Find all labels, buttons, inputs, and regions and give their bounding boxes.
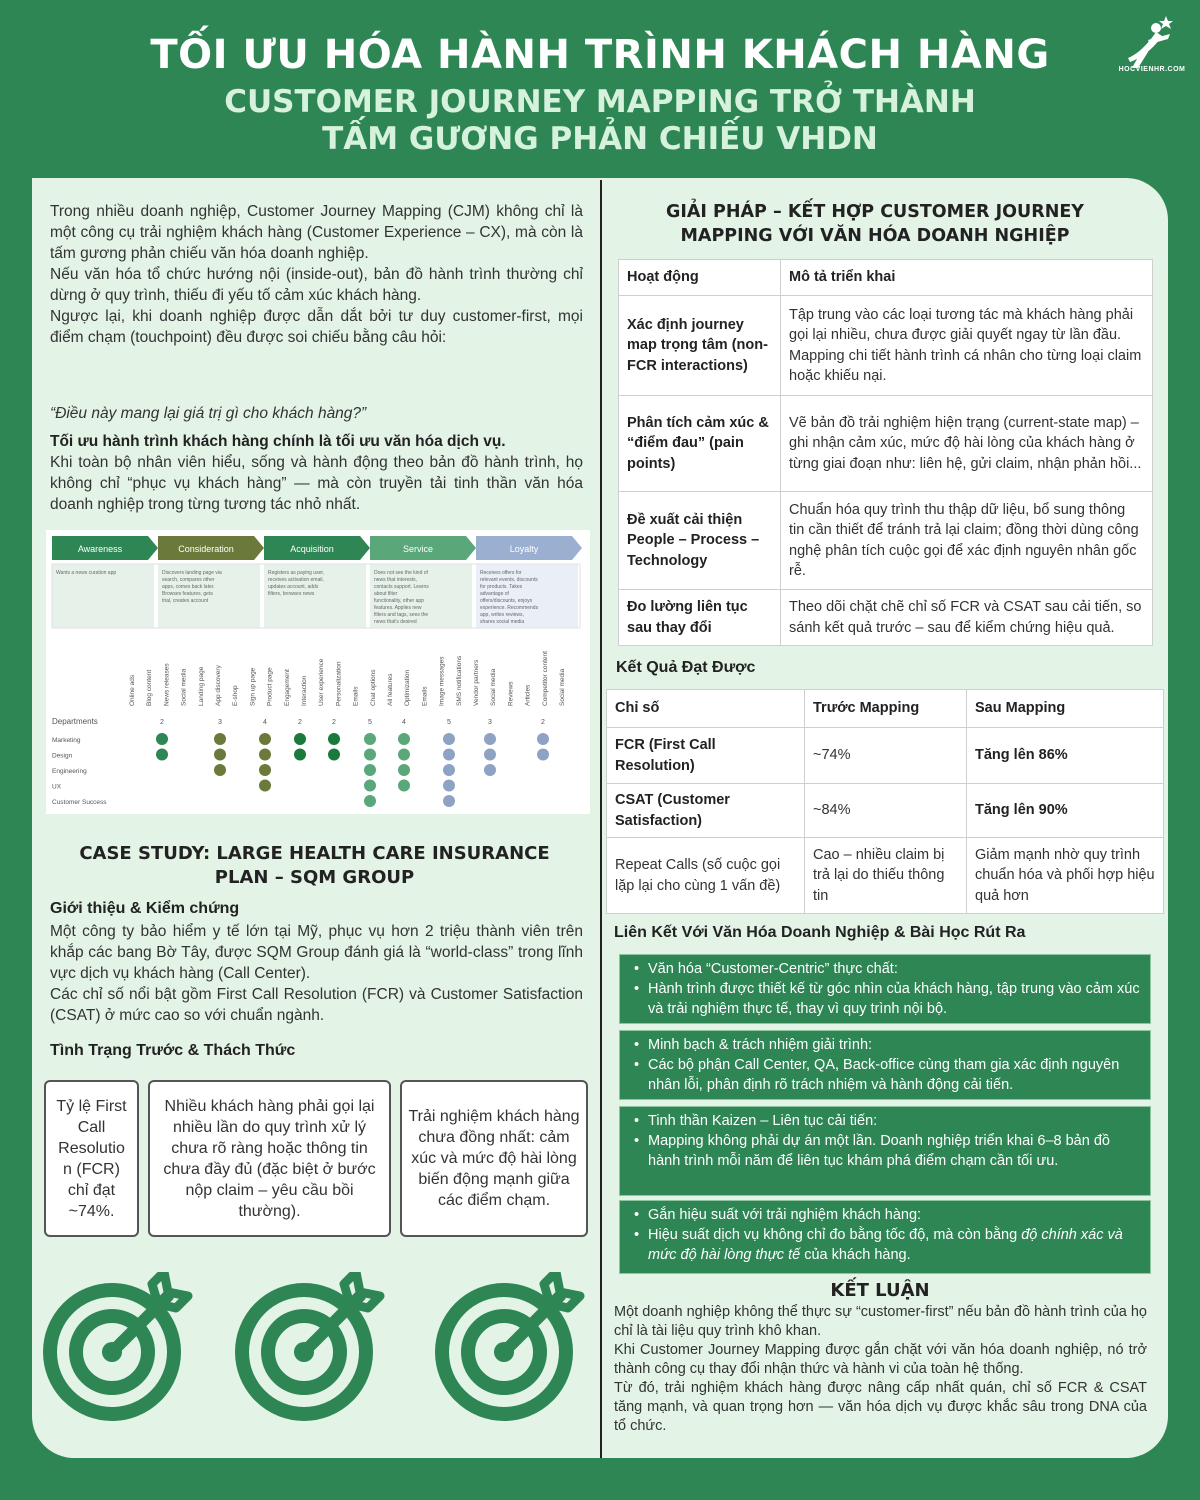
- touchpoint-label: Emails: [352, 686, 360, 706]
- table-row: [607, 728, 1164, 784]
- touchpoint-dot: [364, 795, 376, 807]
- touchpoint-dot: [484, 749, 496, 761]
- conclusion-paragraph-3: Từ đó, trải nghiệm khách hàng được nâng cấp nhất quán, chỉ số FCR & CSAT tăng mạnh, và quan trọng hơn — văn hóa dịch vụ được khắc sâu trong DNA của tổ chức.: [614, 1380, 1147, 1434]
- touchpoint-dot: [259, 764, 271, 776]
- touchpoint-label: Competitor content: [541, 651, 549, 706]
- touchpoint-label: E-shop: [232, 685, 240, 706]
- description-cell: Theo dõi chặt chẽ chỉ số FCR và CSAT sau cải tiến, so sánh kết quả trước – sau để kiểm chứng hiệu quả.: [781, 590, 1153, 646]
- department-count: 5: [368, 719, 372, 726]
- culture-body: • Mapping không phải dự án một lần. Doanh nghiệp triển khai 6–8 bản đồ hành trình mỗi năm để liên tục khám phá điểm chạm cần tối ưu.: [630, 1131, 1140, 1171]
- touchpoint-label: Sign up page: [249, 667, 257, 706]
- touchpoint-dot: [364, 780, 376, 792]
- solution-table: [618, 259, 1153, 646]
- department-count: 3: [488, 719, 492, 726]
- touchpoint-dot: [443, 764, 455, 776]
- touchpoint-label: Landing page: [197, 666, 205, 706]
- touchpoint-dot: [443, 795, 455, 807]
- stage-note-text: advantage of: [480, 591, 509, 597]
- touchpoint-dot: [328, 733, 340, 745]
- stage-note-text: relevant events, discounts: [480, 577, 538, 583]
- touchpoint-dot: [328, 749, 340, 761]
- touchpoint-label: Personalization: [335, 661, 343, 706]
- touchpoint-dot: [156, 749, 168, 761]
- activity-cell: Xác định journey map trọng tâm (non-FCR interactions): [619, 296, 781, 396]
- touchpoint-dot: [294, 733, 306, 745]
- touchpoint-dot: [364, 749, 376, 761]
- touchpoint-dot: [443, 749, 455, 761]
- stage-note-text: Registers as paying user,: [268, 570, 325, 576]
- department-count: 4: [402, 719, 406, 726]
- stage-note-text: for products. Takes: [480, 584, 523, 590]
- stage-note-text: about filter: [374, 591, 398, 597]
- department-label: Marketing: [52, 737, 81, 744]
- table-header-row: [607, 690, 1164, 728]
- conclusion-text: [614, 1303, 1147, 1436]
- department-count: 5: [447, 719, 451, 726]
- table-header-cell: Chỉ số: [607, 690, 805, 728]
- touchpoint-dot: [364, 733, 376, 745]
- intro-paragraph-4: Khi toàn bộ nhân viên hiểu, sống và hành động theo bản đồ hành trình, họ không chỉ “phục vụ khách hàng” — mà còn truyền tải tinh thần văn hóa doanh nghiệp trong từng tương tác nhỏ nhất.: [50, 454, 583, 513]
- conclusion-title: KẾT LUẬN: [830, 1280, 930, 1301]
- stage-note-text: shares social media: [480, 619, 525, 625]
- department-count: 2: [160, 719, 164, 726]
- page-subtitle: CUSTOMER JOURNEY MAPPING TRỞ THÀNH TẤM GƯƠNG PHẢN CHIẾU VHDN: [224, 84, 976, 157]
- conclusion-paragraph-2: Khi Customer Journey Mapping được gắn chặt với văn hóa doanh nghiệp, nó trở thành công cụ thay đổi nhận thức và hành vi của toàn hệ thống.: [614, 1342, 1147, 1377]
- department-count: 4: [263, 719, 267, 726]
- stage-label: Service: [402, 544, 434, 554]
- cjm-svg: [46, 530, 590, 814]
- stage-note-text: Discovers landing page via: [162, 570, 222, 576]
- stage-note-text: offers/discounts, enjoys: [480, 598, 533, 604]
- header: [0, 0, 1200, 175]
- case-intro-paragraph-1: Một công ty bảo hiểm y tế lớn tại Mỹ, phục vụ hơn 2 triệu thành viên trên khắp các bang Bờ Tây, được SQM Group đánh giá là “world-class” trong lĩnh vực dịch vụ khách hàng (Call Center).: [50, 923, 583, 982]
- after-cell: Tăng lên 90%: [967, 784, 1164, 838]
- touchpoint-dot: [294, 749, 306, 761]
- touchpoint-label: Social media: [559, 668, 566, 706]
- activity-cell: Phân tích cảm xúc & “điểm đau” (pain points): [619, 396, 781, 492]
- culture-head: • Minh bạch & trách nhiệm giải trình:: [630, 1035, 1140, 1055]
- touchpoint-label: Emails: [421, 686, 429, 706]
- table-header-cell: Hoạt động: [619, 260, 781, 296]
- department-label: Engineering: [52, 768, 87, 775]
- touchpoint-dot: [398, 749, 410, 761]
- customer-journey-map-image: [46, 530, 590, 814]
- case-intro-text: [50, 921, 583, 1026]
- stage-note-text: experience. Recommends: [480, 605, 539, 611]
- before-cell: ~74%: [805, 728, 967, 784]
- stage-note-text: functionality, other app: [374, 598, 424, 604]
- column-divider: [600, 180, 602, 1458]
- touchpoint-dot: [443, 780, 455, 792]
- touchpoint-dot: [443, 733, 455, 745]
- metric-cell: CSAT (Customer Satisfaction): [607, 784, 805, 838]
- touchpoint-label: Blog content: [146, 669, 154, 706]
- challenge-box-2: Nhiều khách hàng phải gọi lại nhiều lần do quy trình xử lý chưa rõ ràng hoặc thông tin chưa đầy đủ (đặc biệt ở bước nộp claim – yêu cầu bồi thường).: [148, 1080, 391, 1237]
- page-title: TỐI ƯU HÓA HÀNH TRÌNH KHÁCH HÀNG: [150, 32, 1050, 78]
- stage-note-text: search, compares other: [162, 577, 215, 583]
- activity-cell: Đo lường liên tục sau thay đổi: [619, 590, 781, 646]
- table-row: [619, 296, 1153, 396]
- table-header-cell: Mô tả triển khai: [781, 260, 1153, 296]
- case-intro-paragraph-2: Các chỉ số nổi bật gồm First Call Resolution (FCR) và Customer Satisfaction (CSAT) ở mức cao so với chuẩn ngành.: [50, 986, 583, 1024]
- touchpoint-dot: [484, 764, 496, 776]
- touchpoint-label: Articles: [524, 684, 532, 706]
- table-row: [619, 492, 1153, 590]
- department-count: 2: [541, 719, 545, 726]
- department-label: Design: [52, 752, 73, 760]
- before-cell: Cao – nhiều claim bị trả lại do thiếu thông tin: [805, 838, 967, 914]
- target-arrow-icon: [432, 1272, 592, 1422]
- stage-label: Awareness: [77, 544, 123, 554]
- stage-note-text: updates account, adds: [268, 584, 319, 590]
- logo-text: HOCVIENHR.COM: [1118, 66, 1186, 73]
- case-intro-heading: Giới thiệu & Kiểm chứng: [50, 900, 240, 917]
- touchpoint-label: All features: [387, 673, 394, 706]
- touchpoint-dot: [484, 733, 496, 745]
- touchpoint-label: Vendor partners: [473, 659, 480, 706]
- solution-title: GIẢI PHÁP – KẾT HỢP CUSTOMER JOURNEY MAPPING VỚI VĂN HÓA DOANH NGHIỆP: [666, 202, 1084, 246]
- touchpoint-dot: [537, 733, 549, 745]
- table-header-row: [619, 260, 1153, 296]
- stage-note-text: receives activation email,: [268, 577, 324, 583]
- intro-paragraph-2: Nếu văn hóa tổ chức hướng nội (inside-out), bản đồ hành trình thường chỉ dừng ở quy trình, thiếu đi yếu tố cảm xúc khách hàng.: [50, 266, 583, 304]
- touchpoint-label: Reviews: [507, 681, 515, 706]
- results-table: [606, 689, 1164, 914]
- stage-note-text: Does not see the kind of: [374, 570, 428, 576]
- touchpoint-dot: [214, 733, 226, 745]
- stage-note-text: news that interests,: [374, 577, 418, 583]
- stage-note-text: filters, browses news: [268, 591, 315, 597]
- intro-paragraph-3: Ngược lại, khi doanh nghiệp được dẫn dắt bởi tư duy customer-first, mọi điểm chạm (touchpoint) đều được soi chiếu bằng câu hỏi:: [50, 308, 583, 346]
- department-label: Customer Success: [52, 799, 107, 806]
- intro-bold-statement: Tối ưu hành trình khách hàng chính là tối ưu văn hóa dịch vụ.: [50, 433, 506, 450]
- touchpoint-label: Image messages: [438, 656, 446, 706]
- stage-note-text: filters and tags, sees the: [374, 612, 429, 618]
- stage-note-text: features. Applies new: [374, 605, 422, 611]
- target-arrow-icon: [40, 1272, 200, 1422]
- target-arrow-icon: [232, 1272, 392, 1422]
- results-title: Kết Quả Đạt Được: [616, 659, 756, 676]
- touchpoint-dot: [214, 764, 226, 776]
- intro-paragraph-1: Trong nhiều doanh nghiệp, Customer Journey Mapping (CJM) không chỉ là một công cụ trải nghiệm khách hàng (Customer Experience – CX), mà còn là tấm gương phản chiếu văn hóa doanh nghiệp.: [50, 203, 583, 262]
- touchpoint-dot: [398, 764, 410, 776]
- touchpoint-label: News releases: [163, 663, 171, 706]
- stage-note-text: news that's desired: [374, 619, 417, 625]
- after-cell: Tăng lên 86%: [967, 728, 1164, 784]
- touchpoint-label: Engagement: [283, 669, 291, 706]
- culture-head: • Gắn hiệu suất với trải nghiệm khách hàng:: [630, 1205, 1140, 1225]
- touchpoint-dot: [259, 780, 271, 792]
- department-label: UX: [52, 783, 62, 791]
- culture-head: • Văn hóa “Customer-Centric” thực chất:: [630, 959, 1140, 979]
- stage-note-text: trial, creates account: [162, 598, 209, 604]
- stage-note-text: Receives offers for: [480, 570, 522, 576]
- stage-label: Loyalty: [509, 544, 539, 554]
- metric-cell: Repeat Calls (số cuộc gọi lặp lại cho cùng 1 vấn đề): [607, 838, 805, 914]
- challenge-box-1: Tỷ lệ First Call Resolutio n (FCR) chỉ đạt ~74%.: [44, 1080, 139, 1237]
- table-row: [619, 590, 1153, 646]
- touchpoint-dot: [398, 780, 410, 792]
- table-header-cell: Sau Mapping: [967, 690, 1164, 728]
- department-count: 3: [218, 719, 222, 726]
- description-cell: Tập trung vào các loại tương tác mà khách hàng phải gọi lại nhiều, chưa được giải quyết ngay từ lần đầu. Mapping chi tiết hành trình cá nhân cho từng loại claim hoặc khiếu nại.: [781, 296, 1153, 396]
- stage-label: Consideration: [178, 544, 234, 554]
- stage-note-text: Wants a news curation app: [56, 570, 117, 576]
- touchpoint-label: Social media: [490, 668, 498, 706]
- stage-note-text: app, writes reviews,: [480, 612, 524, 618]
- stage-label: Acquisition: [290, 544, 334, 554]
- case-study-title: CASE STUDY: LARGE HEALTH CARE INSURANCE PLAN – SQM GROUP: [79, 843, 550, 888]
- stage-note-text: apps, comes back later.: [162, 584, 215, 590]
- touchpoint-label: Interaction: [301, 675, 308, 706]
- culture-body: • Hiệu suất dịch vụ không chỉ đo bằng tốc độ, mà còn bằng độ chính xác và mức độ hài lòng thực tế của khách hàng.: [630, 1225, 1140, 1265]
- before-cell: ~84%: [805, 784, 967, 838]
- intro-quote: “Điều này mang lại giá trị gì cho khách hàng?”: [50, 405, 367, 422]
- department-count: 2: [332, 719, 336, 726]
- table-row: [619, 396, 1153, 492]
- culture-box-1: [619, 954, 1151, 1024]
- culture-box-2: [619, 1030, 1151, 1100]
- challenge-box-3: Trải nghiệm khách hàng chưa đồng nhất: cảm xúc và mức độ hài lòng biến động mạnh giữa các điểm chạm.: [400, 1080, 588, 1237]
- touchpoint-label: SMS notifications: [455, 655, 463, 706]
- touchpoint-label: User experience: [318, 658, 326, 706]
- intro-text: [50, 201, 583, 348]
- table-row: [607, 838, 1164, 914]
- touchpoint-label: Chat options: [369, 669, 377, 706]
- conclusion-paragraph-1: Một doanh nghiệp không thể thực sự “customer-first” nếu bản đồ hành trình của họ chỉ là tài liệu quy trình khô khan.: [614, 1304, 1147, 1339]
- metric-cell: FCR (First Call Resolution): [607, 728, 805, 784]
- touchpoint-label: Product page: [266, 667, 274, 706]
- stage-note-text: contacts support. Learns: [374, 584, 429, 590]
- touchpoint-dot: [398, 733, 410, 745]
- challenge-heading: Tình Trạng Trước & Thách Thức: [50, 1042, 296, 1059]
- touchpoint-label: Optimization: [404, 669, 412, 706]
- culture-box-3: [619, 1106, 1151, 1196]
- culture-box-4: [619, 1200, 1151, 1274]
- department-count: 2: [298, 719, 302, 726]
- touchpoint-label: App discovery: [215, 665, 222, 706]
- departments-label: Departments: [52, 717, 98, 726]
- touchpoint-dot: [537, 749, 549, 761]
- culture-head: • Tinh thần Kaizen – Liên tục cải tiến:: [630, 1111, 1140, 1131]
- after-cell: Giảm mạnh nhờ quy trình chuẩn hóa và phối hợp hiệu quả hơn: [967, 838, 1164, 914]
- activity-cell: Đề xuất cải thiện People – Process – Technology: [619, 492, 781, 590]
- description-cell: Chuẩn hóa quy trình thu thập dữ liệu, bổ sung thông tin cần thiết để tránh trả lại claim; đồng thời dùng công nghệ phân tích cuộc gọi để xác định nguyên nhân gốc rễ.: [781, 492, 1153, 590]
- touchpoint-label: Online ads: [129, 674, 136, 706]
- stage-note-text: Browses features, gets: [162, 591, 213, 597]
- table-row: [607, 784, 1164, 838]
- description-cell: Vẽ bản đồ trải nghiệm hiện trạng (current-state map) – ghi nhận cảm xúc, mức độ hài lòng của khách hàng ở từng giai đoạn như: liên hệ, gửi claim, nhận phản hồi...: [781, 396, 1153, 492]
- touchpoint-dot: [364, 764, 376, 776]
- touchpoint-dot: [156, 733, 168, 745]
- culture-body: • Các bộ phận Call Center, QA, Back-office cùng tham gia xác định nguyên nhân lỗi, phân định rõ trách nhiệm và hành động cải tiến.: [630, 1055, 1140, 1095]
- touchpoint-dot: [214, 749, 226, 761]
- touchpoint-dot: [259, 749, 271, 761]
- touchpoint-dot: [259, 733, 271, 745]
- culture-body: • Hành trình được thiết kế từ góc nhìn của khách hàng, tập trung vào cảm xúc và trải nghiệm thực tế, thay vì quy trình nội bộ.: [630, 979, 1140, 1019]
- touchpoint-label: Social media: [180, 668, 188, 706]
- table-header-cell: Trước Mapping: [805, 690, 967, 728]
- culture-title: Liên Kết Với Văn Hóa Doanh Nghiệp & Bài Học Rút Ra: [614, 924, 1026, 941]
